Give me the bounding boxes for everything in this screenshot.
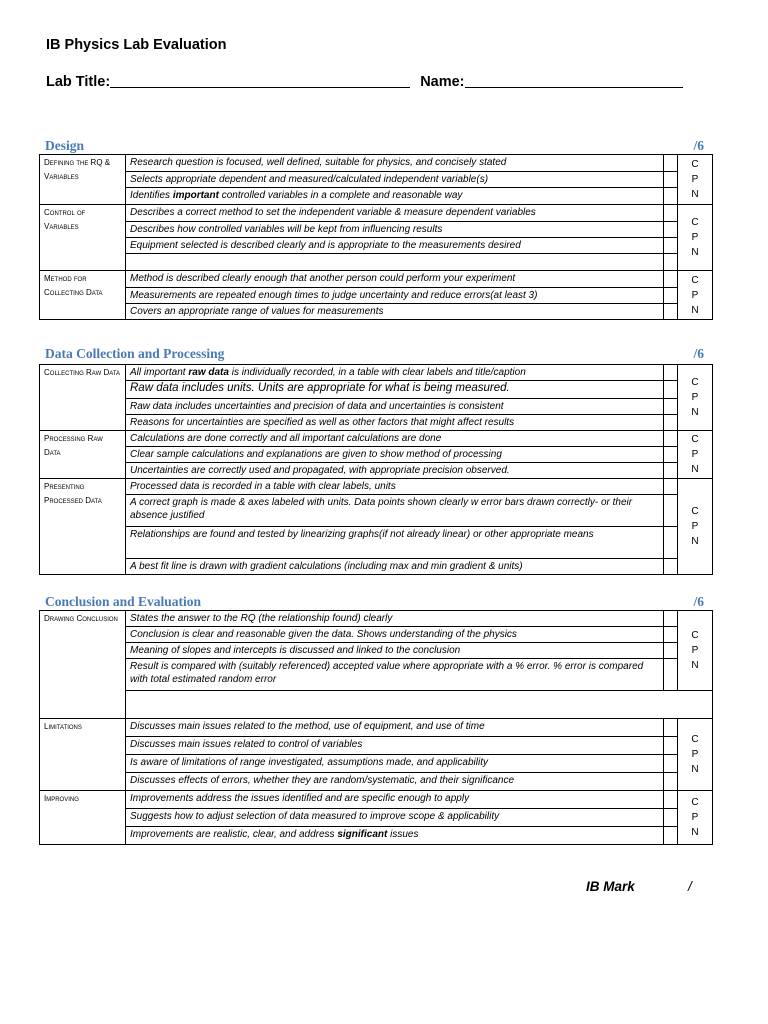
criterion: Raw data includes uncertainties and precision of data and uncertainties is consistent — [126, 399, 664, 415]
criterion: Processed data is recorded in a table with clear labels, units — [126, 479, 664, 495]
check-box[interactable] — [664, 238, 678, 254]
check-box[interactable] — [664, 365, 678, 381]
criterion: Covers an appropriate range of values for measurements — [126, 304, 664, 320]
cpn-grade[interactable]: C P N — [678, 431, 713, 479]
cpn-grade[interactable]: C P N — [678, 479, 713, 575]
criterion: Relationships are found and tested by linearizing graphs(if not already linear) or other appropriate means — [126, 527, 664, 559]
criterion: States the answer to the RQ (the relationship found) clearly — [126, 611, 664, 627]
criterion: Calculations are done correctly and all important calculations are done — [126, 431, 664, 447]
check-box[interactable] — [664, 755, 678, 773]
criterion: Improvements address the issues identified and are specific enough to apply — [126, 791, 664, 809]
cpn-grade[interactable]: C P N — [678, 365, 713, 431]
check-box[interactable] — [664, 527, 678, 559]
category-label: Method for Collecting Data — [40, 271, 126, 320]
cpn-grade[interactable]: C P N — [678, 791, 713, 845]
criterion: Equipment selected is described clearly and is appropriate to the measurements desired — [126, 238, 664, 254]
check-box[interactable] — [664, 737, 678, 755]
criterion: Clear sample calculations and explanations are given to show method of processing — [126, 447, 664, 463]
check-box[interactable] — [664, 719, 678, 737]
criterion: Measurements are repeated enough times to judge uncertainty and reduce errors(at least 3) — [126, 288, 664, 304]
name-field[interactable] — [465, 73, 683, 88]
check-box[interactable] — [664, 447, 678, 463]
check-box[interactable] — [664, 254, 678, 271]
criterion: Suggests how to adjust selection of data measured to improve scope & applicability — [126, 809, 664, 827]
section-header-design — [45, 138, 712, 154]
section-score: /6 — [693, 138, 704, 153]
check-box[interactable] — [664, 399, 678, 415]
category-label: Drawing Conclusion — [40, 611, 126, 719]
check-box[interactable] — [664, 431, 678, 447]
check-box[interactable] — [664, 773, 678, 791]
check-box[interactable] — [664, 304, 678, 320]
criterion: Discusses main issues related to the method, use of equipment, and use of time — [126, 719, 664, 737]
cpn-grade[interactable]: C P N — [678, 719, 713, 791]
cpn-grade[interactable]: C P N — [678, 271, 713, 320]
check-box[interactable] — [664, 188, 678, 205]
check-box[interactable] — [664, 627, 678, 643]
check-box[interactable] — [664, 643, 678, 659]
check-box[interactable] — [664, 205, 678, 222]
category-label: Improving — [40, 791, 126, 845]
ib-mark-slash: / — [688, 879, 692, 894]
criterion: Conclusion is clear and reasonable given the data. Shows understanding of the physics — [126, 627, 664, 643]
criterion: Identifies important controlled variables in a complete and reasonable way — [126, 188, 664, 205]
criterion: Result is compared with (suitably referenced) accepted value where appropriate with a % error. % error is compared with total estimated random error — [126, 659, 664, 691]
category-label: Processing Raw Data — [40, 431, 126, 479]
check-box[interactable] — [664, 659, 678, 691]
criterion: A best fit line is drawn with gradient calculations (including max and min gradient & units) — [126, 559, 664, 575]
section-title: Conclusion and Evaluation — [45, 594, 202, 609]
section-header-conclusion — [45, 594, 712, 610]
check-box[interactable] — [664, 288, 678, 304]
lab-title-field[interactable] — [110, 73, 410, 88]
criterion: Selects appropriate dependent and measured/calculated independent variable(s) — [126, 172, 664, 188]
criterion: Meaning of slopes and intercepts is discussed and linked to the conclusion — [126, 643, 664, 659]
section-score: /6 — [693, 594, 704, 609]
section-header-data-collection — [45, 346, 712, 362]
check-box[interactable] — [664, 611, 678, 627]
check-box[interactable] — [664, 172, 678, 188]
cpn-grade[interactable]: C P N — [678, 205, 713, 271]
check-box[interactable] — [664, 463, 678, 479]
criterion: Reasons for uncertainties are specified as well as other factors that might affect results — [126, 415, 664, 431]
check-box[interactable] — [664, 381, 678, 399]
ib-mark-label: IB Mark — [586, 879, 635, 894]
check-box[interactable] — [664, 559, 678, 575]
page-title: IB Physics Lab Evaluation — [46, 37, 227, 53]
category-label: Limitations — [40, 719, 126, 791]
section-title: Design — [45, 138, 85, 153]
check-box[interactable] — [664, 271, 678, 288]
criterion: Discusses main issues related to control of variables — [126, 737, 664, 755]
criterion: Method is described clearly enough that another person could perform your experiment — [126, 271, 664, 288]
cpn-grade[interactable]: C P N — [678, 611, 713, 691]
rubric-table-data-collection — [39, 364, 713, 575]
section-score: /6 — [693, 346, 704, 361]
category-label: Control of Variables — [40, 205, 126, 271]
criterion: All important raw data is individually recorded, in a table with clear labels and title/caption — [126, 365, 664, 381]
check-box[interactable] — [664, 479, 678, 495]
criterion: A correct graph is made & axes labeled with units. Data points shown clearly w error bars drawn correctly- or their absence justified — [126, 495, 664, 527]
category-label: Defining the RQ & Variables — [40, 155, 126, 205]
section-title: Data Collection and Processing — [45, 346, 225, 361]
check-box[interactable] — [664, 155, 678, 172]
check-box[interactable] — [664, 495, 678, 527]
criterion: Describes how controlled variables will be kept from influencing results — [126, 222, 664, 238]
criterion-blank — [126, 691, 713, 719]
criterion: Discusses effects of errors, whether they are random/systematic, and their significance — [126, 773, 664, 791]
lab-title-label: Lab Title: — [46, 74, 111, 90]
cpn-grade[interactable]: C P N — [678, 155, 713, 205]
check-box[interactable] — [664, 827, 678, 845]
check-box[interactable] — [664, 415, 678, 431]
rubric-table-design — [39, 154, 713, 320]
criterion: Improvements are realistic, clear, and address significant issues — [126, 827, 664, 845]
category-label: Presenting Processed Data — [40, 479, 126, 575]
criterion-blank — [126, 254, 664, 271]
check-box[interactable] — [664, 791, 678, 809]
rubric-table-conclusion — [39, 610, 713, 845]
criterion: Describes a correct method to set the independent variable & measure dependent variables — [126, 205, 664, 222]
criterion: Is aware of limitations of range investigated, assumptions made, and applicability — [126, 755, 664, 773]
criterion: Raw data includes units. Units are appropriate for what is being measured. — [126, 381, 664, 399]
category-label: Collecting Raw Data — [40, 365, 126, 431]
lab-title-row — [46, 73, 683, 90]
check-box[interactable] — [664, 222, 678, 238]
criterion: Uncertainties are correctly used and propagated, with appropriate precision observed. — [126, 463, 664, 479]
criterion: Research question is focused, well defined, suitable for physics, and concisely stated — [126, 155, 664, 172]
check-box[interactable] — [664, 809, 678, 827]
name-label: Name: — [420, 74, 465, 90]
